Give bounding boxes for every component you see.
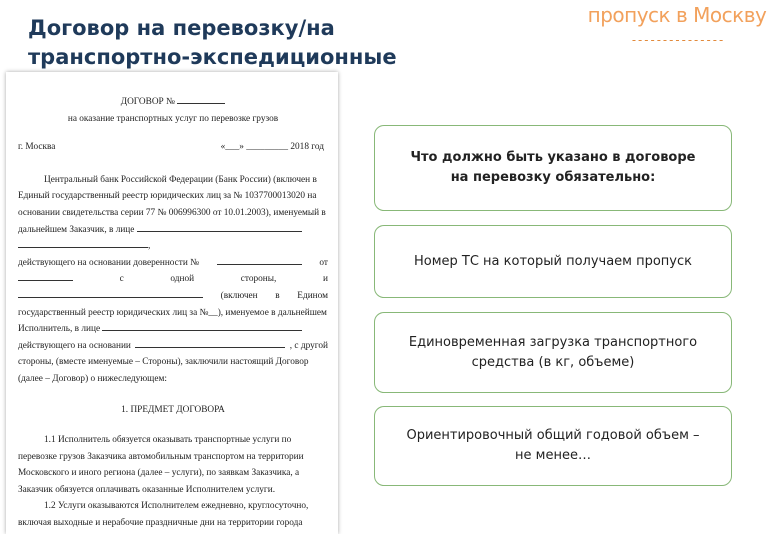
brand-text: пропуск в Москву bbox=[587, 3, 767, 27]
contract-subheading: на оказание транспортных услуг по перевозке грузов bbox=[67, 113, 279, 124]
slide-title-line-1: Договор на перевозку/на bbox=[28, 16, 335, 40]
brand-underline: --------------- bbox=[630, 33, 724, 47]
contract-document-image bbox=[6, 72, 338, 534]
brand-logo bbox=[584, 2, 770, 46]
card-annual-volume: Ориентировочный общий годовой объем – не менее… bbox=[374, 406, 732, 486]
card-vehicle-number: Номер ТС на который получаем пропуск bbox=[374, 225, 732, 298]
contract-date: «___» _________ 2018 год bbox=[220, 142, 324, 153]
contract-preamble: Центральный банк Российской Федерации (Банк России) (включен в Единый государственный реестр юридических лиц за № 1037700013020 на основании свидетельства серии 77 № 006996300 от 10.01.2003), именуемый в дальнейшем Заказчик, в лице , действующего на основании доверенности № от с одной стороны, и (включен в Едином государственный реестр юридических лиц за №__), именуемое в дальнейшем Исполнитель, в лице действующего на основании , с другой стороны, (вместе именуемые – Стороны), заключили настоящий Договор (далее – Договор) о нижеследующем: bbox=[18, 174, 328, 384]
contract-city: г. Москва bbox=[18, 142, 56, 153]
contract-section-title: 1. ПРЕДМЕТ ДОГОВОРА bbox=[121, 404, 225, 415]
card-single-load: Единовременная загрузка транспортного средства (в кг, объеме) bbox=[374, 312, 732, 393]
contract-section-body: 1.1 Исполнитель обязуется оказывать транспортные услуги по перевозке грузов Заказчика автомобильным транспортом на территории Московского и иного региона (далее – услуги), по заявкам Заказчика, а Заказчик обязуется оплачивать оказанные Исполнителем услуги. 1.2 Услуги оказываются Исполнителем ежедневно, круглосуточно, включая выходные и нерабочие праздничные дни на территории города bbox=[18, 435, 309, 529]
contract-heading: ДОГОВОР № bbox=[18, 94, 328, 111]
card-required-header: Что должно быть указано в договоре на перевозку обязательно: bbox=[374, 125, 732, 211]
slide-title-line-2: транспортно-экспедиционные bbox=[28, 45, 397, 69]
contract-place-date bbox=[18, 139, 328, 156]
